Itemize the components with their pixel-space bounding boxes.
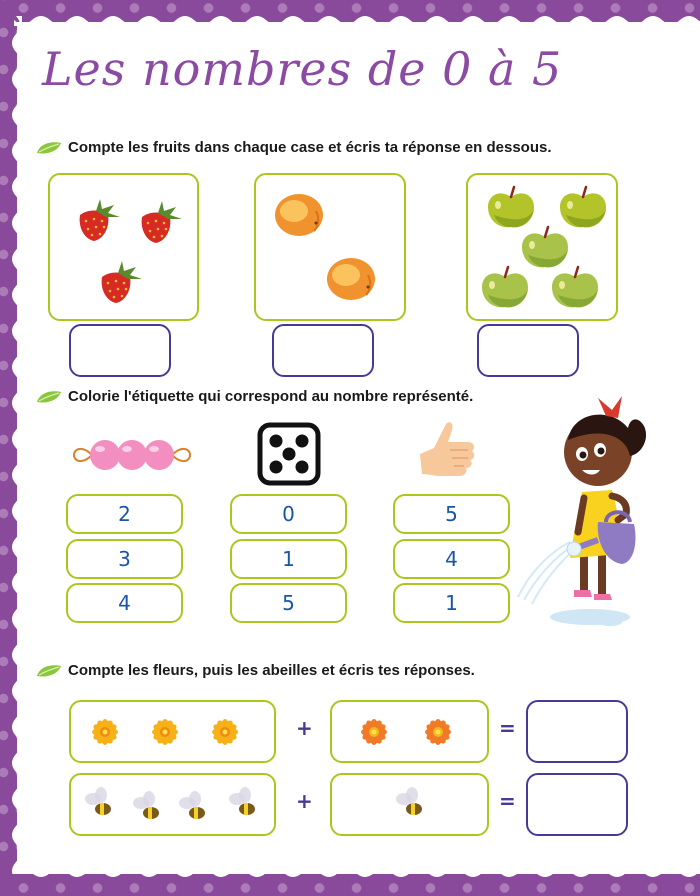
yellow-flower-icon	[145, 712, 185, 752]
answer-box-flowers[interactable]	[526, 700, 628, 763]
apricot-icon	[326, 257, 378, 303]
page-border-bottom	[0, 874, 700, 896]
equals-sign: =	[499, 716, 516, 740]
answer-box-apricots[interactable]	[272, 324, 374, 377]
yellow-flower-icon	[205, 712, 245, 752]
equals-sign: =	[499, 789, 516, 813]
flowers-left-box	[69, 700, 276, 763]
apricot-icon	[274, 193, 326, 239]
label-thumb-option[interactable]: 4	[393, 539, 510, 579]
bee-icon	[175, 791, 209, 823]
label-beads-option[interactable]: 4	[66, 583, 183, 623]
label-beads-option[interactable]: 3	[66, 539, 183, 579]
yellow-flower-icon	[85, 712, 125, 752]
bee-icon	[81, 787, 115, 819]
label-die-option[interactable]: 5	[230, 583, 347, 623]
orange-flower-icon	[354, 712, 394, 752]
label-die-option[interactable]: 0	[230, 494, 347, 534]
die-five-icon	[257, 422, 321, 486]
answer-box-bees[interactable]	[526, 773, 628, 836]
instruction-text: Compte les fleurs, puis les abeilles et écris tes réponses.	[68, 662, 475, 679]
green-apple-icon	[550, 265, 600, 311]
label-thumb-option[interactable]: 1	[393, 583, 510, 623]
bees-right-box	[330, 773, 489, 836]
green-apple-icon	[480, 265, 530, 311]
strawberry-icon	[136, 199, 184, 245]
label-thumb-option[interactable]: 5	[393, 494, 510, 534]
flowers-right-box	[330, 700, 489, 763]
fruit-box-apricots	[254, 173, 406, 321]
label-beads-option[interactable]: 2	[66, 494, 183, 534]
bees-left-box	[69, 773, 276, 836]
exercise3-instruction	[36, 662, 475, 679]
fruit-box-apples	[466, 173, 618, 321]
fruit-box-strawberries	[48, 173, 199, 321]
plus-sign: +	[296, 789, 313, 813]
bee-icon	[129, 791, 163, 823]
wavy-edge-left	[12, 16, 22, 874]
bee-icon	[392, 787, 426, 819]
exercise1-instruction	[36, 139, 552, 156]
strawberry-icon	[96, 259, 144, 305]
strawberry-icon	[74, 197, 122, 243]
leaf-icon	[36, 664, 62, 678]
wavy-edge-top	[14, 16, 700, 26]
bee-icon	[225, 787, 259, 819]
instruction-text: Compte les fruits dans chaque case et écris ta réponse en dessous.	[68, 139, 552, 156]
pink-beads-icon	[72, 437, 192, 473]
exercise2-instruction	[36, 388, 473, 405]
orange-flower-icon	[418, 712, 458, 752]
answer-box-strawberries[interactable]	[69, 324, 171, 377]
leaf-icon	[36, 141, 62, 155]
label-die-option[interactable]: 1	[230, 539, 347, 579]
wavy-edge-bottom	[14, 867, 700, 877]
girl-watering-can-illustration	[510, 392, 700, 632]
leaf-icon	[36, 390, 62, 404]
plus-sign: +	[296, 716, 313, 740]
page-title: Les nombres de 0 à 5	[42, 42, 563, 96]
instruction-text: Colorie l'étiquette qui correspond au nombre représenté.	[68, 388, 474, 405]
answer-box-apples[interactable]	[477, 324, 579, 377]
thumbs-up-icon	[416, 418, 480, 482]
